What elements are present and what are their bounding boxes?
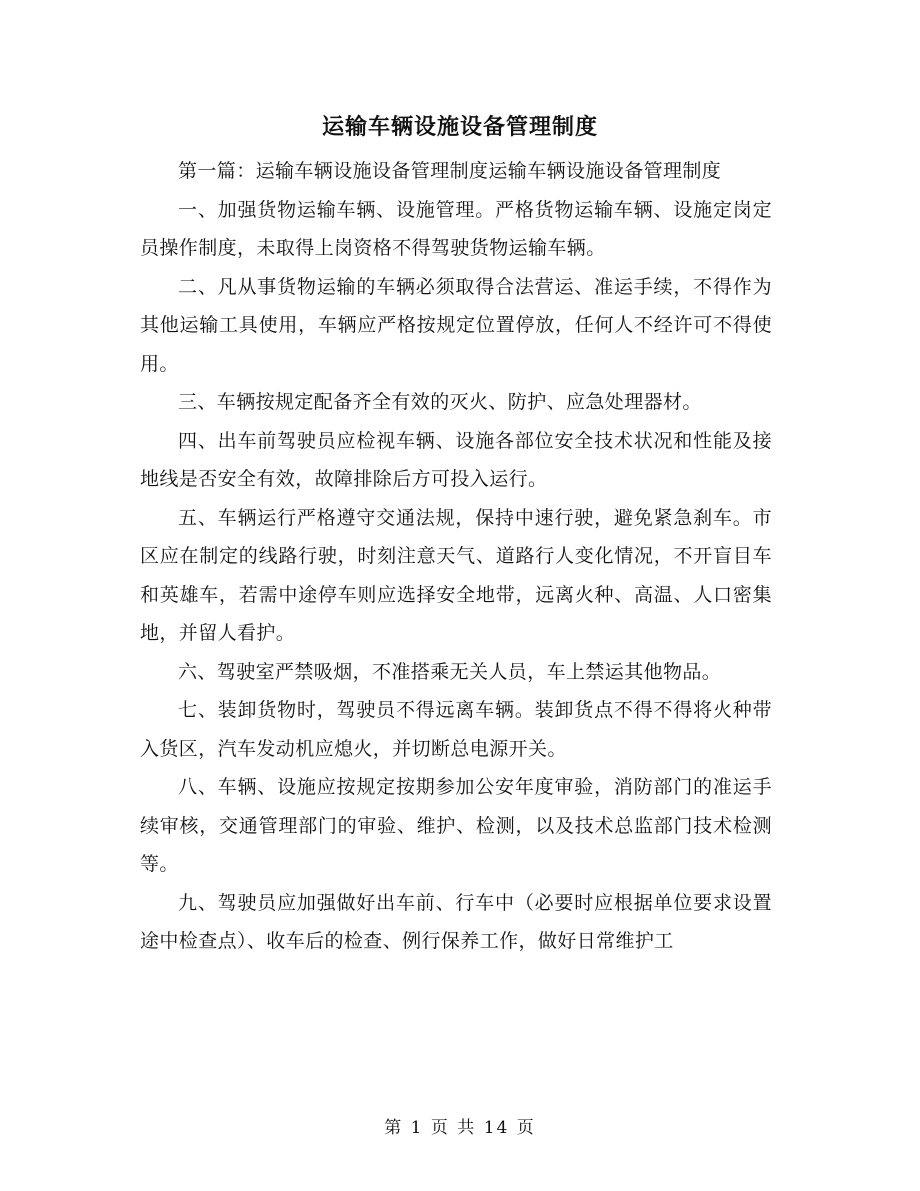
paragraph-8: 八、车辆、设施应按规定按期参加公安年度审验，消防部门的准运手续审核，交通管理部门的审验、维护、检测，以及技术总监部门技术检测等。 <box>140 776 772 875</box>
paragraph-9: 九、驾驶员应加强做好出车前、行车中（必要时应根据单位要求设置途中检查点）、收车后的检查、例行保养工作，做好日常维护工 <box>140 891 772 952</box>
paragraph-0: 第一篇：运输车辆设施设备管理制度运输车辆设施设备管理制度 <box>178 160 722 182</box>
paragraph-6: 六、驾驶室严禁吸烟，不准搭乘无关人员，车上禁运其他物品。 <box>178 660 722 683</box>
document-body <box>140 152 772 961</box>
paragraph-3: 三、车辆按规定配备齐全有效的灭火、防护、应急处理器材。 <box>178 391 702 413</box>
paragraph-7: 七、装卸货物时，驾驶员不得远离车辆。装卸货点不得不得将火种带入货区，汽车发动机应熄火，并切断总电源开关。 <box>140 699 772 760</box>
paragraph-1: 一、加强货物运输车辆、设施管理。严格货物运输车辆、设施定岗定员操作制度，未取得上岗资格不得驾驶货物运输车辆。 <box>140 198 772 259</box>
document-title: 运输车辆设施设备管理制度 <box>321 114 598 140</box>
paragraph-5: 五、车辆运行严格遵守交通法规，保持中速行驶，避免紧急刹车。市区应在制定的线路行驶，时刻注意天气、道路行人变化情况，不开盲目车和英雄车，若需中途停车则应选择安全地带，远离火种、高温、人口密集地，并留人看护。 <box>140 506 772 644</box>
page-footer: 第 1 页 共 14 页 <box>384 1118 536 1138</box>
paragraph-4: 四、出车前驾驶员应检视车辆、设施各部位安全技术状况和性能及接地线是否安全有效，故障排除后方可投入运行。 <box>140 429 772 490</box>
paragraph-2: 二、凡从事货物运输的车辆必须取得合法营运、准运手续，不得作为其他运输工具使用，车辆应严格按规定位置停放，任何人不经许可不得使用。 <box>140 275 772 375</box>
